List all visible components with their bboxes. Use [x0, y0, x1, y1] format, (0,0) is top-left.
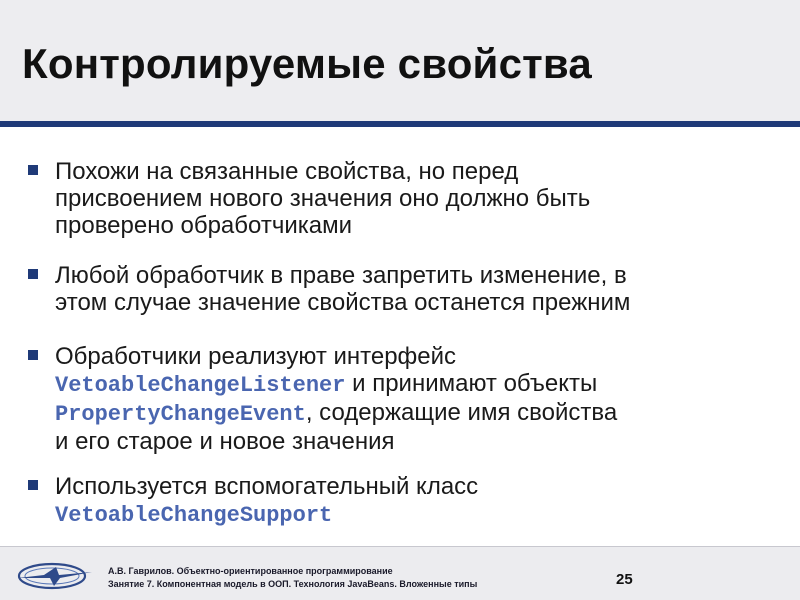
- bullet-text: присвоением нового значения оно должно быть: [55, 185, 591, 212]
- university-logo-icon: [14, 558, 96, 592]
- bullet-line: [55, 399, 775, 428]
- slide-title: Контролируемые свойства: [22, 40, 592, 87]
- bullet-line: [55, 500, 775, 529]
- bullet-text: и его старое и новое значения: [55, 428, 395, 455]
- bullet-text: Обработчики реализуют интерфейс: [55, 343, 457, 370]
- bullet-line: [55, 185, 775, 212]
- bullet-line: [55, 343, 775, 370]
- bullet-line: [55, 289, 775, 316]
- bullet-item: [55, 158, 775, 239]
- title-divider: [0, 121, 800, 127]
- bullet-text: Любой обработчик в праве запретить изменение, в: [55, 262, 627, 289]
- code-identifier: VetoableChangeSupport: [55, 503, 333, 528]
- bullet-text: Похожи на связанные свойства, но перед: [55, 158, 519, 185]
- page-number: 25: [616, 571, 633, 588]
- bullet-item: [55, 473, 775, 529]
- code-identifier: PropertyChangeEvent: [55, 402, 306, 427]
- footer-divider: [0, 546, 800, 547]
- bullet-item: [55, 343, 775, 455]
- bullet-marker-icon: [28, 165, 38, 175]
- bullet-text: этом случае значение свойства останется прежним: [55, 289, 631, 316]
- footer-author-line: А.В. Гаврилов. Объектно-ориентированное программирование: [108, 566, 393, 576]
- bullet-marker-icon: [28, 269, 38, 279]
- bullet-line: [55, 262, 775, 289]
- bullet-marker-icon: [28, 350, 38, 360]
- code-identifier: VetoableChangeListener: [55, 373, 346, 398]
- footer-text: [108, 565, 588, 591]
- bullet-item: [55, 262, 775, 316]
- bullet-text: Используется вспомогательный класс: [55, 473, 479, 500]
- title-bar: [0, 0, 800, 122]
- bullet-marker-icon: [28, 480, 38, 490]
- bullet-line: [55, 473, 775, 500]
- bullet-text: , содержащие имя свойства: [305, 399, 618, 426]
- footer-lesson-line: Занятие 7. Компонентная модель в ООП. Технология JavaBeans. Вложенные типы: [108, 579, 478, 589]
- bullet-text: проверено обработчиками: [55, 212, 353, 239]
- bullet-text: и принимают объекты: [345, 370, 598, 397]
- bullet-line: [55, 158, 775, 185]
- bullet-line: [55, 370, 775, 399]
- bullet-line: [55, 428, 775, 455]
- bullet-line: [55, 212, 775, 239]
